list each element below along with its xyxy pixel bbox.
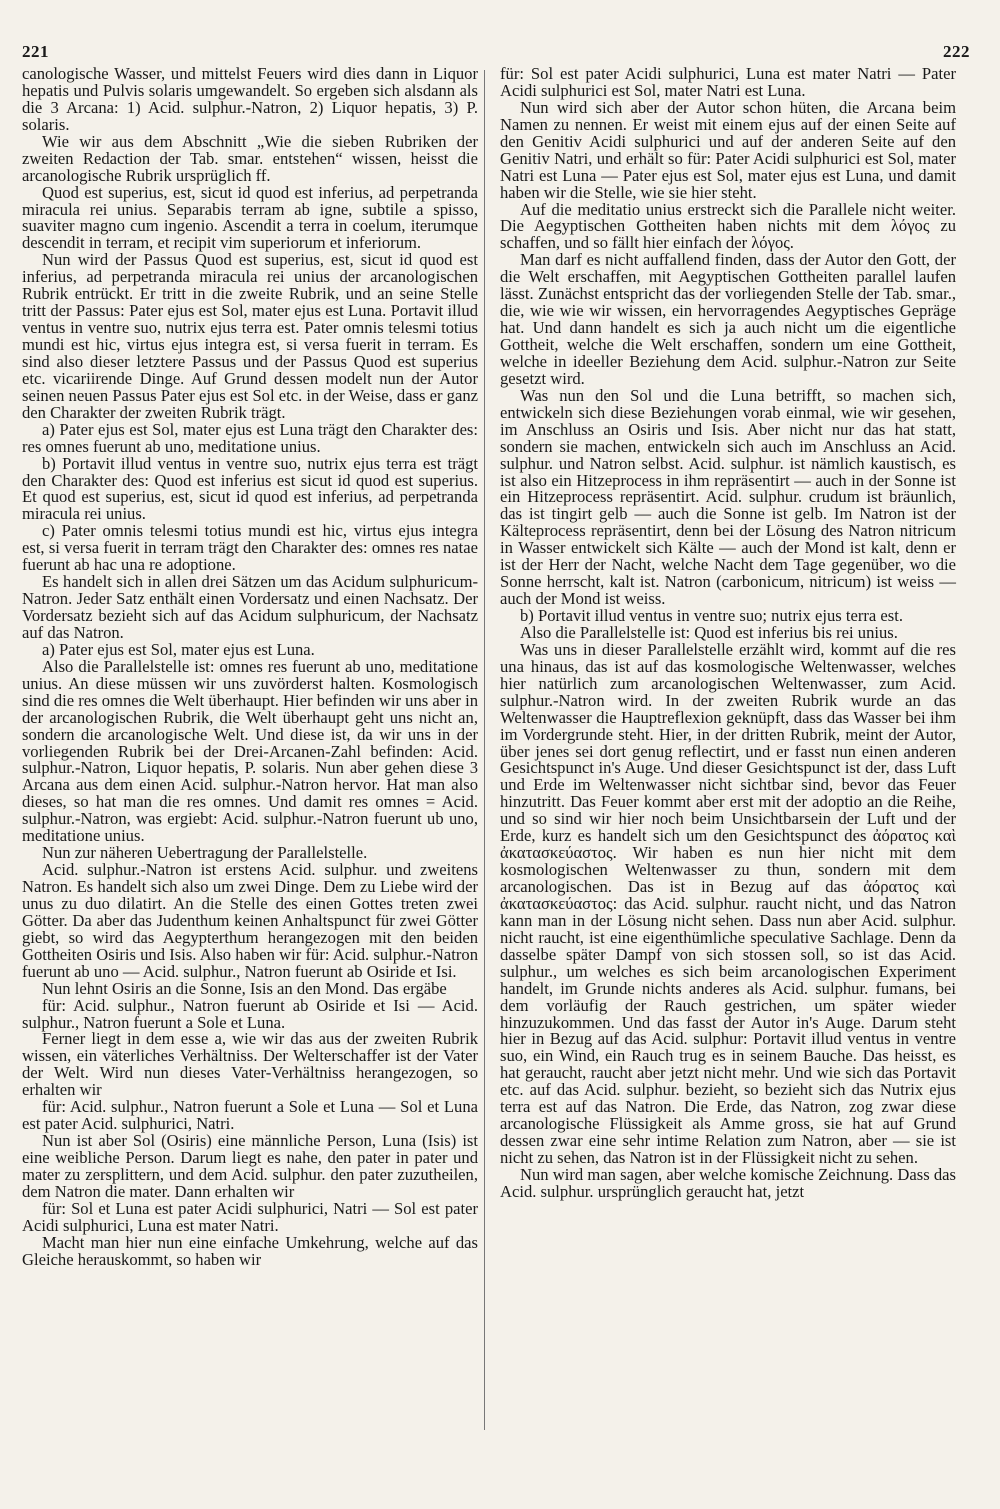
paragraph: Ferner liegt in dem esse a, wie wir das aus der zweiten Rubrik wissen, ein väterliches Verhältniss. Der Welterschaffer ist der Vater der Welt. Wird nun dieses Vater-Verhältniss herangezogen, so erhalten wir [22,1029,478,1100]
paragraph: für: Sol est pater Acidi sulphurici, Luna est mater Natri — Pater Acidi sulphurici est Sol, mater Natri est Luna. [500,64,956,100]
page-number-left: 221 [22,42,49,61]
paragraph: Wie wir aus dem Abschnitt „Wie die sieben Rubriken der zweiten Redaction der Tab. smar. entstehen“ wissen, heisst die arcanologische Rubrik ursprüglich ff. [22,131,478,185]
paragraph: Also die Parallelstelle ist: omnes res fuerunt ab uno, meditatione unius. An diese müssen wir uns zuvörderst halten. Kosmologisch sind die res omnes die Welt überhaupt. Hier befinden wir uns aber in der arcanologischen Rubrik, die Welt überhaupt geht uns nicht an, sondern die arcanologische Welt. Und diese ist, da wir uns in der vorliegenden Rubrik bei der Drei-Arcanen-Zahl befinden: Acid. sulphur.-Natron, Liquor hepatis, P. solaris. Nun aber gehen diese 3 Arcana aus dem einen Acid. sulphur.-Natron hervor. Hat man also dieses, so hat man die res omnes. Und damit res omnes = Acid. sulphur.-Natron, was ergiebt: Acid. sulphur.-Natron fuerunt ub uno, meditatione unius. [22,656,478,846]
paragraph: Nun ist aber Sol (Osiris) eine männliche Person, Luna (Isis) ist eine weibliche Person. Darum liegt es nahe, den pater in pater und mater zu zersplittern, und dem Acid. sulphur. den pater zuzutheilen, dem Natron die mater. Dann erhalten wir [22,1131,478,1201]
left-column [22,66,478,1269]
paragraph: Nun zur näheren Uebertragung der Parallelstelle. [42,843,368,863]
paragraph: Acid. sulphur.-Natron ist erstens Acid. sulphur. und zweitens Natron. Es handelt sich also um zwei Dinge. Dem zu Liebe wird der unus zu duo dilatirt. An die Stelle des einen Gottes treten zwei Götter. Da aber das Judenthum keinen Anhaltspunct für zwei Götter giebt, so wird das Aegypterthum herangezogen mit den beiden Gottheiten Osiris und Isis. Also haben wir für: Acid. sulphur.-Natron fuerunt ab uno — Acid. sulphur., Natron fuerunt ab Osiride et Isi. [22,860,478,981]
paragraph: Macht man hier nun eine einfache Umkehrung, welche auf das Gleiche herauskommt, so haben wir [22,1232,478,1269]
paragraph: a) Pater ejus est Sol, mater ejus est Luna trägt den Charakter des: res omnes fuerunt ab uno, meditatione unius. [22,419,478,456]
page-number-right: 222 [943,42,970,61]
paragraph: Nun lehnt Osiris an die Sonne, Isis an den Mond. Das ergäbe [42,978,447,998]
paragraph: Was nun den Sol und die Luna betrifft, so machen sich, entwickeln sich diese Beziehungen vorab einmal, wie wir gesehen, im Anschluss an Osiris und Isis. Aber nicht nur das hat statt, sondern sie machen, entwickeln sich auch im Anschluss an Acid. sulphur. und Natron selbst. Acid. sulphur. ist nämlich kaustisch, es ist also ein Hitzeprocess in ihm repräsentirt — auch in der Sonne ist ein Hitzeprocess repräsentirt. Acid. sulphur. crudum ist bräunlich, das ist tingirt gelb — auch die Sonne ist gelb. Im Natron ist der Kälteprocess repräsentirt, denn bei der Lösung des Natron nitricum in Wasser entwickelt sich Kälte — auch der Mond ist kalt, denn er ist der Herr der Nacht, welche Nacht dem Tage gegenüber, wo die Sonne herrscht, kalt ist. Natron (carbonicum, nitricum) ist weiss — auch der Mond ist weiss. [500,385,956,609]
paragraph: für: Acid. sulphur., Natron fuerunt a Sole et Luna — Sol et Luna est pater Acid. sulphurici, Natri. [22,1097,478,1134]
paragraph: b) Portavit illud ventus in ventre suo; nutrix ejus terra est. [520,606,903,625]
paragraph: Also die Parallelstelle ist: Quod est inferius bis rei unius. [520,622,898,642]
paragraph: Nun wird der Passus Quod est superius, est, sicut id quod est inferius, ad perpetranda miracula rei unius der arcanologischen Rubrik entrückt. Er tritt in die zweite Rubrik, und an seine Stelle tritt der Passus: Pater ejus est Sol, mater ejus est Luna. Portavit illud ventus in ventre suo, nutrix ejus terra est. Pater omnis telesmi totius mundi est hic, virtus ejus integra est, si versa fuerit in terram. Es sind also dieser letztere Passus und der Passus Quod est superius etc. vicariirende Dinge. Auf Grund dessen modelt nun der Autor seinen neuen Passus Pater ejus est Sol etc. in der Weise, dass er ganz den Charakter der zweiten Rubrik trägt. [22,250,478,422]
paragraph: Quod est superius, est, sicut id quod est inferius, ad perpetranda miracula rei unius. Separabis terram ab igne, subtile a spisso, suaviter magno cum ingenio. Ascendit a terra in coelum, iterumque descendit in terram, et recipit vim superiorum et inferiorum. [22,182,478,253]
paragraph: canologische Wasser, und mittelst Feuers wird dies dann in Liquor hepatis und Pulvis solaris umgewandelt. So ergeben sich alsdann als die 3 Arcana: 1) Acid. sulphur.-Natron, 2) Liquor hepatis, 3) P. solaris. [22,64,478,134]
column-divider [484,70,485,1430]
paragraph: für: Acid. sulphur., Natron fuerunt ab Osiride et Isi — Acid. sulphur., Natron fuerunt a Sole et Luna. [22,995,478,1032]
right-column [500,66,956,1201]
paragraph: c) Pater omnis telesmi totius mundi est hic, virtus ejus integra est, si versa fuerit in terram trägt den Charakter des: omnes res natae fuerunt ab hac una re adoptione. [22,521,478,575]
paragraph: a) Pater ejus est Sol, mater ejus est Luna. [42,639,315,659]
paragraph: Es handelt sich in allen drei Sätzen um das Acidum sulphuricum-Natron. Jeder Satz enthält einen Vordersatz und einen Nachsatz. Der Vordersatz bezieht sich auf das Acidum sulphuricum, der Nachsatz auf das Natron. [22,572,478,642]
paragraph: Nun wird man sagen, aber welche komische Zeichnung. Dass das Acid. sulphur. ursprünglich geraucht hat, jetzt [500,1164,956,1201]
paragraph: Man darf es nicht auffallend finden, dass der Autor den Gott, der die Welt erschaffen, mit Aegyptischen Gottheiten parallel laufen lässt. Zunächst entspricht das der vorliegenden Stelle der Tab. smar., die, wie wie wir wissen, ein hervorragendes Aegyptisches Gepräge hat. Und dann handelt es sich ja auch nicht um die eigentliche Gottheit, welche die Welt erschaffen, sondern um eine Gottheit, welche in ideeller Beziehung dem Acid. sulphur.-Natron zur Seite gesetzt wird. [500,250,956,388]
paragraph: Nun wird sich aber der Autor schon hüten, die Arcana beim Namen zu nennen. Er weist mit einem ejus auf der einen Seite auf den Genitiv Acidi sulphurici und auf der anderen Seite auf den Genitiv Natri, und erhält so für: Pater Acidi sulphurici est Sol, mater Natri est Luna — Pater ejus est Sol, mater ejus est Luna, und damit haben wir die Stelle, wie sie hier steht. [500,97,956,202]
paragraph: Auf die meditatio unius erstreckt sich die Parallele nicht weiter. Die Aegyptischen Gottheiten haben nichts mit dem λόγος zu schaffen, und so fällt hier einfach der λόγος. [500,199,956,253]
paragraph: für: Sol et Luna est pater Acidi sulphurici, Natri — Sol est pater Acidi sulphurici, Luna est mater Natri. [22,1198,478,1235]
paragraph: b) Portavit illud ventus in ventre suo, nutrix ejus terra est trägt den Charakter des: Quod est inferius est sicut id quod est superius. Et quod est superius, est, sicut id quod est inferius, ad perpetranda miracula rei unius. [22,453,478,524]
paragraph: Was uns in dieser Parallelstelle erzählt wird, kommt auf die res una hinaus, das ist auf das kosmologische Weltenwasser, welches hier natürlich zum arcanologischen Weltenwasser, zum Acid. sulphur.-Natron wird. In der zweiten Rubrik wurde an das Weltenwasser die Hauptreflexion geknüpft, dass das Wasser bei ihm im Vordergrunde steht. Hier, in der dritten Rubrik, meint der Autor, über jenes sei dort genug reflectirt, und er fasst nun einen anderen Gesichtspunct in's Auge. Und dieser Gesichtspunct ist der, dass Luft und Erde im Weltenwasser nicht sichtbar sind, bevor das Feuer hinzutritt. Das Feuer kommt aber erst mit der adoptio an die Reihe, und so sind wir hier noch beim Unsichtbarsein der Luft und der Erde, kurz es handelt sich um den Gesichtspunct des ἀόρατος καὶ ἀκατασκεύαστος. Wir haben es nun hier nicht mit dem kosmologischen Weltenwasser zu thun, sondern mit dem arcanologischen. Das ist in Bezug auf das ἀόρατος καὶ ἀκατασκεύαστος: das Acid. sulphur. raucht nicht, und das Natron kann man in der Lösung nicht sehen. Dass nun aber Acid. sulphur. nicht raucht, ist eine eigenthümliche speculative Sachlage. Denn da dasselbe später Dampf von sich stossen soll, so ist das Acid. sulphur., um welches es sich beim arcanologischen Experiment handelt, im Grunde nichts anderes als Acid. sulphur. fumans, bei dem vorläufig der Rauch gestrichen, um später wieder hinzuzukommen. Und das fasst der Autor in's Auge. Darum steht hier in Bezug auf das Acid. sulphur: Portavit illud ventus in ventre suo, ein Wind, ein Rauch trug es in seinem Bauche. Das heisst, es hat geraucht, raucht aber jetzt nicht mehr. Und wie sich das Portavit etc. auf das Acid. sulphur. bezieht, so bezieht sich das Nutrix ejus terra est auf das Natron. Die Erde, das Natron, zog zwar diese arcanologische Flüssigkeit als Amme gross, sie hat auf Grund dessen zwar eine sehr intime Relation zum Natron, aber — sie ist nicht zu sehen, das Natron ist in der Flüssigkeit nicht zu sehen. [500,639,956,1167]
